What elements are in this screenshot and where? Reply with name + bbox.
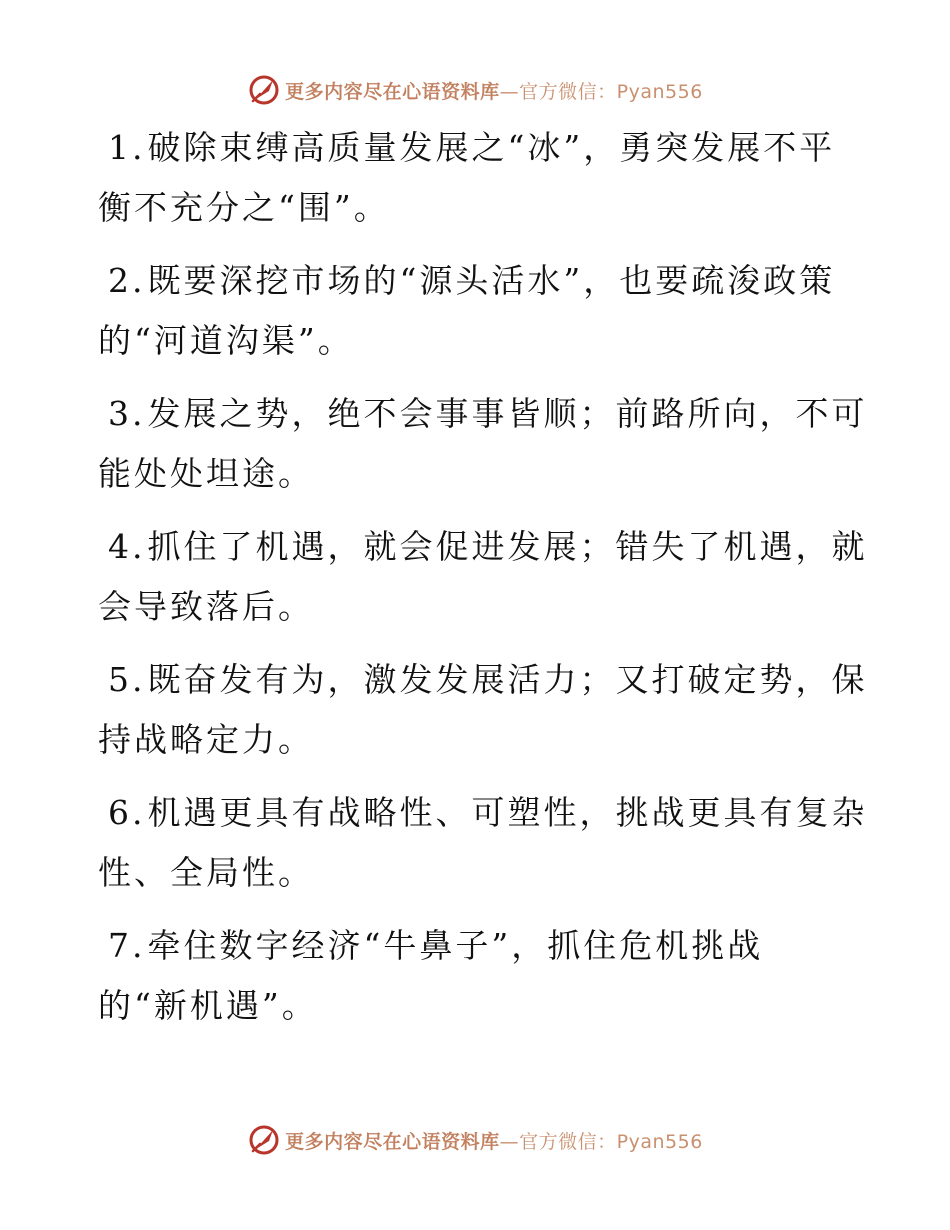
list-item-5 (98, 650, 868, 770)
list-item-line (98, 251, 838, 311)
list-item-line (98, 517, 868, 577)
header-site-text: 更多内容尽在心语资料库 (285, 80, 500, 103)
item-text-continuation: 性、全局性。 (98, 853, 314, 892)
footer-dash: — (499, 1130, 520, 1153)
footer-contact-text: 官方微信：Pyan556 (519, 1130, 703, 1153)
item-number: 7. (108, 926, 146, 965)
item-text-continuation: 能处处坦途。 (98, 454, 314, 493)
item-number: 2. (108, 261, 146, 300)
list-item-3 (98, 384, 868, 504)
item-number: 3. (108, 394, 146, 433)
quill-logo-icon (247, 73, 281, 107)
item-text: 牵住数字经济“牛鼻子”，抓住危机挑战 (147, 926, 764, 965)
item-text-continuation: 的“河道沟渠”。 (98, 321, 354, 360)
item-text: 发展之势，绝不会事事皆顺；前路所向，不可 (147, 394, 868, 433)
item-number: 6. (108, 793, 146, 832)
list-item-1 (98, 118, 838, 238)
list-item-line (98, 650, 868, 710)
header-banner-text (285, 77, 703, 104)
item-text: 破除束缚高质量发展之“冰”，勇突发展不平 (147, 128, 836, 167)
item-number: 5. (108, 660, 146, 699)
list-item-4 (98, 517, 868, 637)
item-number: 4. (108, 527, 146, 566)
header-watermark (0, 70, 950, 110)
item-text: 既奋发有为，激发发展活力；又打破定势，保 (147, 660, 868, 699)
footer-site-text: 更多内容尽在心语资料库 (285, 1130, 500, 1153)
item-text-continuation: 会导致落后。 (98, 587, 314, 626)
quill-logo-icon (247, 1123, 281, 1157)
footer-banner-text (285, 1127, 703, 1154)
item-text-continuation: 的“新机遇”。 (98, 986, 318, 1025)
list-item-line (98, 916, 838, 976)
list-item-line (98, 783, 868, 843)
item-number: 1. (108, 128, 146, 167)
item-text: 机遇更具有战略性、可塑性，挑战更具有复杂 (147, 793, 868, 832)
item-text-continuation: 持战略定力。 (98, 720, 314, 759)
document-body (98, 118, 868, 1049)
item-text: 既要深挖市场的“源头活水”，也要疏浚政策 (147, 261, 836, 300)
header-dash: — (499, 80, 520, 103)
list-item-2 (98, 251, 838, 371)
list-item-line (98, 118, 838, 178)
item-text: 抓住了机遇，就会促进发展；错失了机遇，就 (147, 527, 868, 566)
list-item-7 (98, 916, 838, 1036)
item-text-continuation: 衡不充分之“围”。 (98, 188, 390, 227)
footer-watermark (0, 1120, 950, 1160)
header-contact-text: 官方微信：Pyan556 (519, 80, 703, 103)
list-item-6 (98, 783, 868, 903)
list-item-line (98, 384, 868, 444)
